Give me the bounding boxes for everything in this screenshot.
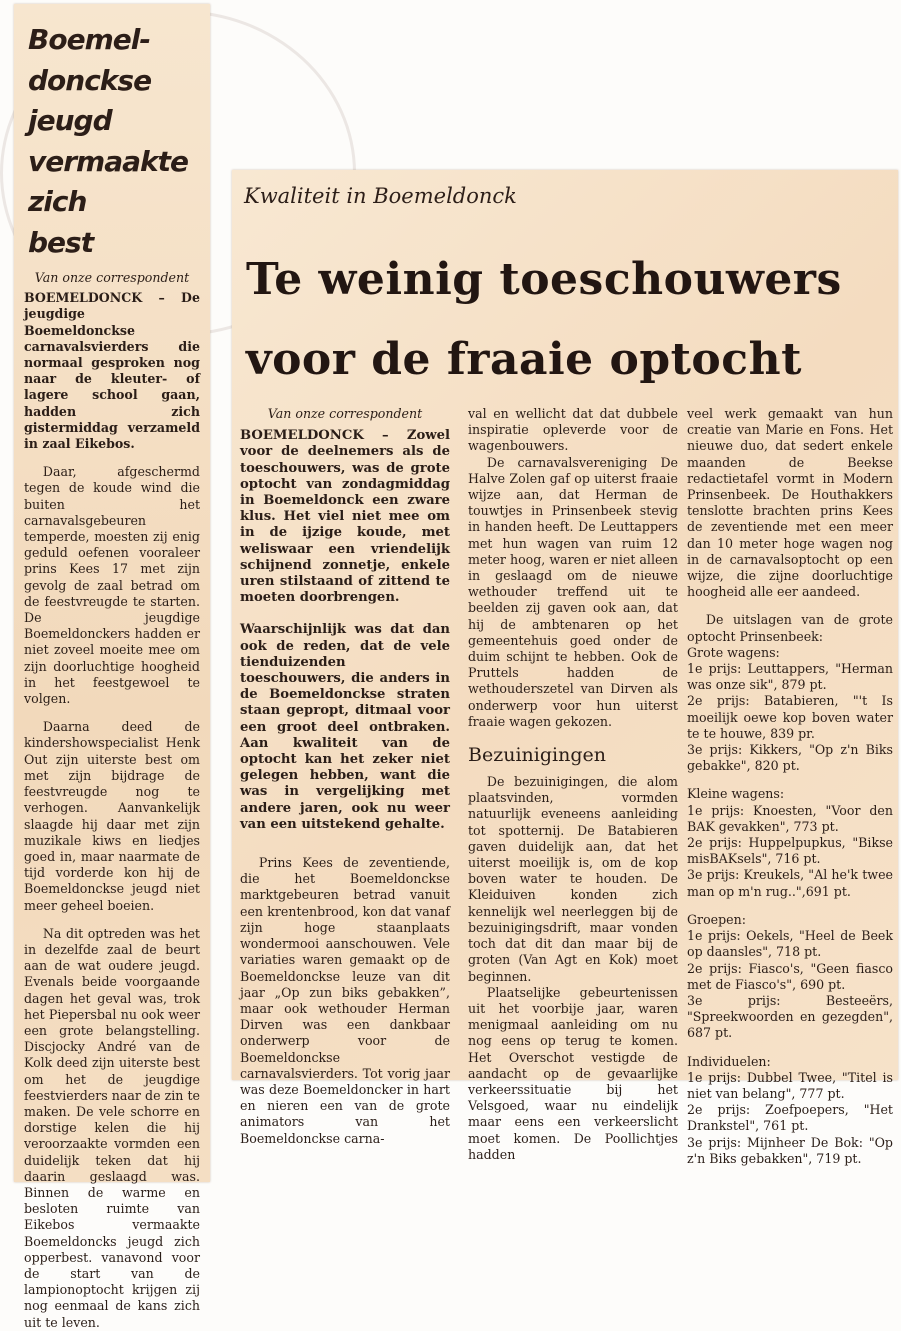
headline-line: vermaakte [28,144,189,178]
results-intro: De uitslagen van de grote optocht Prinsenbeek: [687,612,893,644]
result-entry: 1e prijs: Leuttappers, "Herman was onze sik", 879 pt. [687,661,893,693]
headline-line: voor de fraaie optocht [246,334,802,385]
results-category: Kleine wagens: [687,786,785,802]
lead-paragraph: BOEMELDONCK – De jeugdige Boemeldonckse carnavalsvierders die normaal gesproken nog naar de kleuter- of lagere school gaan, hadden zich gistermiddag verzameld in zaal Eikebos. [24,290,200,452]
paragraph: Daar, afgeschermd tegen de koude wind die buiten het carnavalsgebeuren temperde, moesten zij enig geduld oefenen vooraleer prins Kees 17 met zijn gevolg de zaal betrad om de feestvreugde te starten. De jeugdige Boemeldonckers hadden er niet zoveel moeite mee om zijn doorluchtige hoogheid in het feestgewoel te volgen. [24,464,200,707]
result-entry: 2e prijs: Zoefpoepers, "Het Drankstel", 761 pt. [687,1102,893,1134]
lead-paragraph: Waarschijnlijk was dat dan ook de reden, dat de vele tienduizenden toeschouwers, die anders in de Boemeldonckse straten staan gepropt, ditmaal voor een groot deel ontbraken. Aan kwaliteit van de optocht kan het zeker niet gelegen hebben, want die was in vergelijking met andere jaren, ook nu weer van een uitstekend gehalte. [240,622,450,832]
byline: Van onze correspondent [267,406,423,421]
kicker: Kwaliteit in Boemeldonck [244,184,517,208]
result-entry: 2e prijs: Fiasco's, "Geen fiasco met de Fiasco's", 690 pt. [687,960,893,992]
paragraph: De bezuinigingen, die alom plaatsvinden, vormden natuurlijk eveneens aanleiding tot spotternij. De Batabieren gaven duidelijk aan, dat het uiterst moeilijk is, om de kop boven water te houden. De Kleiduiven konden zich kennelijk wel neerleggen bij de bezuinigingsdrift, maar vonden toch dat dit dan maar bij de groten (Van Agt en Kok) moet beginnen. [468,774,678,984]
paragraph: De carnavalsvereniging De Halve Zolen gaf op uiterst fraaie wijze aan, dat Herman de touwtjes in Prinsenbeek stevig in handen heeft. De Leuttappers met hun wagen van ruim 12 meter hoog, waren er niet alleen in geslaagd om de nieuwe wethouder treffend uit te beelden zij gaven ook aan, dat hij de ambtenaren op het gemeentehuis goed onder de duim schijnt te hebben. Ook de Pruttels hadden de wethouderszetel van Dirven als onderwerp voor hun uiterst fraaie wagen gekozen. [468,454,678,729]
paragraph: Plaatselijke gebeurtenissen uit het voorbije jaar, waren menigmaal aanleiding om nu nog eens op terug te komen. Het Overschot vestigde de aandacht op de gevaarlijke verkeerssituatie bij het Velsgoed, waar nu eindelijk maar eens een verkeerslicht moet komen. De Poollichtjes hadden [468,984,678,1162]
main-headline [246,240,842,400]
headline-line: zich [28,185,87,218]
result-entry: 3e prijs: Kikkers, "Op z'n Biks gebakke", 820 pt. [687,742,893,774]
results-category: Groepen: [687,911,746,927]
byline: Van onze correspondent [34,270,190,285]
left-clipping [14,4,210,1330]
headline-line: Te weinig toeschouwers [246,254,842,305]
result-entry: 1e prijs: Oekels, "Heel de Beek op daansles", 718 pt. [687,928,893,960]
headline-line: Boemel- [28,23,150,56]
column-2 [468,406,678,1163]
results-category: Grote wagens: [687,644,780,660]
subheading: Bezuinigingen [468,744,606,767]
result-entry: 3e prijs: Mijnheer De Bok: "Op z'n Biks gebakken", 719 pt. [687,1134,893,1166]
column-1 [240,406,450,1147]
left-article-body [24,270,200,1331]
headline-line: jeugd [28,104,112,137]
column-3 [687,406,893,1167]
headline-line: donckse [28,63,152,97]
main-clipping [232,170,898,1166]
result-entry: 1e prijs: Knoesten, "Voor den BAK gevakken", 773 pt. [687,802,893,834]
result-entry: 2e prijs: Batabieren, "'t Is moeilijk oewe kop boven water te te houwe, 839 pr. [687,693,893,741]
paragraph: Daarna deed de kindershowspecialist Henk Out zijn uiterste best om met zijn bijdrage de feestvreugde nog te verhogen. Aanvankelijk slaagde hij daar met zijn muzikale kiws en liedjes goed in, maar naarmate de tijd vorderde kon hij de Boemeldonckse jeugd niet meer geheel boeien. [24,719,200,913]
result-entry: 1e prijs: Dubbel Twee, "Titel is niet van belang", 777 pt. [687,1069,893,1101]
left-headline [28,20,188,263]
headline-line: best [28,225,94,259]
result-entry: 3e prijs: Kreukels, "Al he'k twee man op m'n rug..",691 pt. [687,867,893,899]
result-entry: 2e prijs: Huppelpupkus, "Bikse misBAKsels", 716 pt. [687,835,893,867]
results-list [687,645,893,1167]
results-category: Individuelen: [687,1053,771,1069]
result-entry: 3e prijs: Besteeërs, "Spreekwoorden en gezegden", 687 pt. [687,992,893,1041]
paragraph: veel werk gemaakt van hun creatie van Marie en Fons. Het nieuwe duo, dat sedert enkele maanden de Beekse redactietafel vormt in Modern Prinsenbeek. De Houthakkers tenslotte brachten prins Kees de zeventiende met een meer dan 10 meter hoge wagen nog in de carnavalsoptocht op een wijze, die zijne doorluchtige hoogheid alle eer aandeed. [687,406,893,600]
lead-paragraph: BOEMELDONCK – Zowel voor de deelnemers als de toeschouwers, was de grote optocht van zondagmiddag in Boemeldonck een zware klus. Het viel niet mee om in de ijzige koude, met weliswaar een vriendelijk schijnend zonnetje, enkele uren stilstaand of zittend te moeten doorbrengen. [240,428,450,606]
paragraph: Na dit optreden was het in dezelfde zaal de beurt aan de wat oudere jeugd. Evenals beide voorgaande dagen het geval was, trok het Piepersbal nu ook weer een grote belangstelling. Discjocky André van de Kolk deed zijn uiterste best om het de jeugdige feestvierders naar de zin te maken. De vele schorre en dorstige kelen die hij veroorzaakte vormden een duidelijk teken dat hij daarin geslaagd was. Binnen de warme en besloten ruimte van Eikebos vermaakte Boemeldoncks jeugd zich opperbest. vanavond voor de start van de lampionoptocht krijgen zij nog eenmaal de kans zich uit te leven. [24,925,200,1330]
paragraph: val en wellicht dat dat dubbele inspiratie opleverde voor de wagenbouwers. [468,406,678,454]
paragraph: Prins Kees de zeventiende, die het Boemeldonckse marktgebeuren betrad vanuit een krentenbrood, kon dat vanaf zijn hoge staanplaats wondermooi aanschouwen. Vele variaties waren gemaakt op de Boemeldonckse leuze van dit jaar „Op zun biks gebakken”, maar ook wethouder Herman Dirven was een dankbaar onderwerp voor de Boemeldonckse carnavalsvierders. Tot vorig jaar was deze Boemeldoncker in hart en nieren een van de grote animators van het Boemeldonckse carna- [240,855,450,1146]
